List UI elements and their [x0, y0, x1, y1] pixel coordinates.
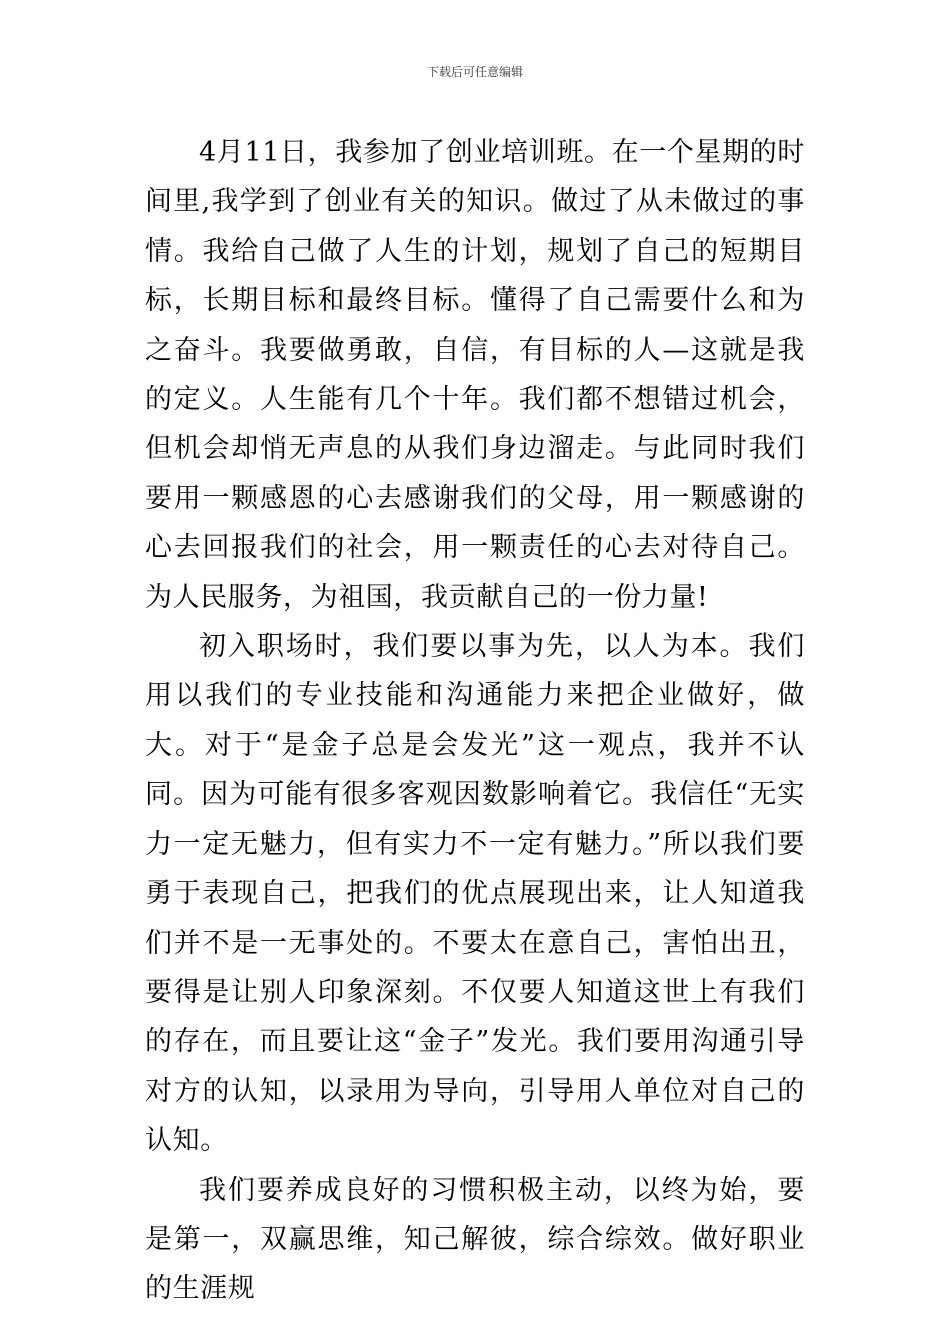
- page-header: 下载后可任意编辑: [426, 65, 523, 79]
- paragraph-2: 初入职场时，我们要以事为先，以人为本。我们用以我们的专业技能和沟通能力来把企业做好，做大。对于“是金子总是会发光”这一观点，我并不认同。因为可能有很多客观因数影响着它。我信任“无实力一定无魅力，但有实力不一定有魅力。”所以我们要勇于表现自己，把我们的优点展现出来，让人知道我们并不是一无事处的。不要太在意自己，害怕出丑，要得是让别人印象深刻。不仅要人知道这世上有我们的存在，而且要让这“金子”发光。我们要用沟通引导对方的认知，以录用为导向，引导用人单位对自己的认知。: [145, 631, 805, 1157]
- paragraph-3: 我们要养成良好的习惯积极主动，以终为始，要是第一，双赢思维，知己解彼，综合综效。做好职业的生涯规: [145, 1174, 805, 1305]
- document-body: [145, 128, 805, 1314]
- paragraph-1: 4月11日，我参加了创业培训班。在一个星期的时间里,我学到了创业有关的知识。做过了从未做过的事情。我给自己做了人生的计划，规划了自己的短期目标，长期目标和最终目标。懂得了自己需要什么和为之奋斗。我要做勇敢，自信，有目标的人—这就是我的定义。人生能有几个十年。我们都不想错过机会，但机会却悄无声息的从我们身边溜走。与此同时我们要用一颗感恩的心去感谢我们的父母，用一颗感谢的心去回报我们的社会，用一颗责任的心去对待自己。为人民服务，为祖国，我贡献自己的一份力量!: [145, 137, 805, 613]
